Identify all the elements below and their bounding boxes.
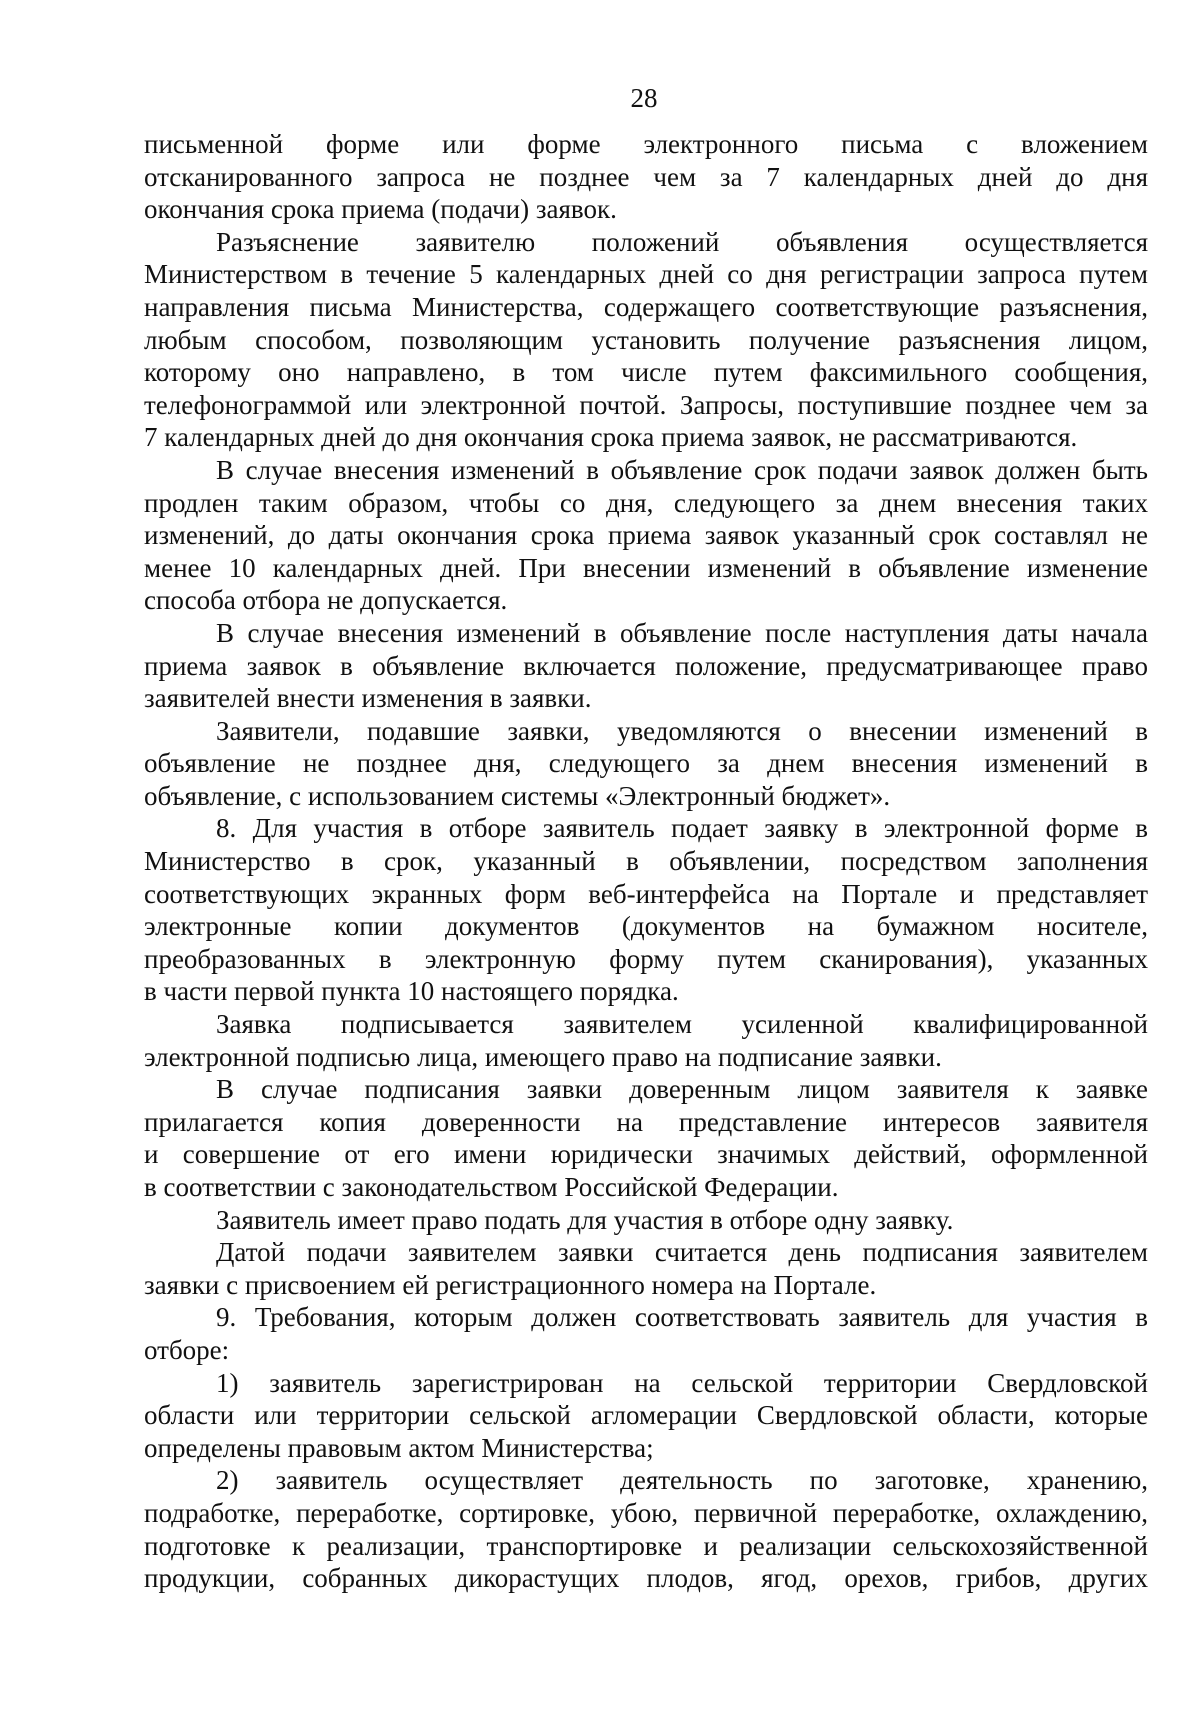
text-line: Министерство в срок, указанный в объявлении, посредством заполнения [144,846,1148,877]
text-line: соответствующих экранных форм веб-интерфейса на Портале и представляет [144,878,1148,909]
text-line: электронной подписью лица, имеющего право на подписание заявки. [144,1041,942,1072]
text-line: письменной форме или форме электронного письма с вложением [144,129,1148,159]
text-line: направления письма Министерства, содержащего соответствующие разъяснения, [144,291,1148,322]
text-line: любым способом, позволяющим установить получение разъяснения лицом, [144,324,1148,355]
text-line: и совершение от его имени юридически значимых действий, оформленной [144,1139,1148,1170]
text-line: 2) заявитель осуществляет деятельность по заготовке, хранению, [216,1465,1148,1496]
text-line: В случае подписания заявки доверенным лицом заявителя к заявке [216,1074,1148,1105]
text-line: Заявители, подавшие заявки, уведомляются о внесении изменений в [216,715,1148,746]
text-line: изменений, до даты окончания срока приема заявок указанный срок составлял не [144,520,1148,551]
text-line: В случае внесения изменений в объявление срок подачи заявок должен быть [216,454,1148,485]
text-line: области или территории сельской агломерации Свердловской области, которые [144,1400,1148,1431]
text-line: В случае внесения изменений в объявление после наступления даты начала [216,617,1148,648]
text-line: Заявитель имеет право подать для участия в отборе одну заявку. [216,1204,954,1235]
document-body [144,128,1148,1595]
text-line: приема заявок в объявление включается положение, предусматривающее право [144,650,1148,681]
text-line: объявление не позднее дня, следующего за днем внесения изменений в [144,748,1148,779]
text-line: определены правовым актом Министерства; [144,1432,654,1463]
text-line: объявление, с использованием системы «Электронный бюджет». [144,780,891,811]
text-line: Заявка подписывается заявителем усиленной квалифицированной [216,1009,1148,1040]
text-line: в части первой пункта 10 настоящего порядка. [144,976,679,1007]
text-line: окончания срока приема (подачи) заявок. [144,194,617,225]
text-line: продлен таким образом, чтобы со дня, следующего за днем внесения таких [144,487,1148,518]
text-line: Разъяснение заявителю положений объявления осуществляется [216,226,1148,257]
text-line: Министерством в течение 5 календарных дней со дня регистрации запроса путем [144,259,1148,290]
text-line: отсканированного запроса не позднее чем за 7 календарных дней до дня [144,161,1148,192]
text-line: заявки с присвоением ей регистрационного номера на Портале. [144,1269,877,1300]
text-line: прилагается копия доверенности на представление интересов заявителя [144,1106,1148,1137]
text-line: менее 10 календарных дней. При внесении изменений в объявление изменение [144,552,1148,583]
text-line: преобразованных в электронную форму путем сканирования), указанных [144,943,1148,974]
text-line: в соответствии с законодательством Российской Федерации. [144,1172,839,1202]
text-line: 9. Требования, которым должен соответствовать заявитель для участия в [216,1302,1148,1333]
text-line: продукции, собранных дикорастущих плодов, ягод, орехов, грибов, других [144,1563,1148,1594]
text-line: Датой подачи заявителем заявки считается день подписания заявителем [216,1237,1148,1268]
text-line: заявителей внести изменения в заявки. [144,683,592,714]
text-line: 8. Для участия в отборе заявитель подает заявку в электронной форме в [216,813,1148,844]
text-line: электронные копии документов (документов на бумажном носителе, [144,911,1148,942]
text-line: способа отбора не допускается. [144,585,508,616]
text-line: подработке, переработке, сортировке, убою, первичной переработке, охлаждению, [144,1497,1148,1528]
page-number: 28 [630,83,658,113]
text-line: которому оно направлено, в том числе путем факсимильного сообщения, [144,357,1148,388]
text-line: 1) заявитель зарегистрирован на сельской территории Свердловской [216,1367,1148,1398]
text-line: 7 календарных дней до дня окончания срока приема заявок, не рассматриваются. [144,422,1078,453]
text-line: подготовке к реализации, транспортировке и реализации сельскохозяйственной [144,1530,1148,1561]
text-line: телефонограммой или электронной почтой. Запросы, поступившие позднее чем за [144,389,1148,420]
text-line: отборе: [144,1334,230,1365]
